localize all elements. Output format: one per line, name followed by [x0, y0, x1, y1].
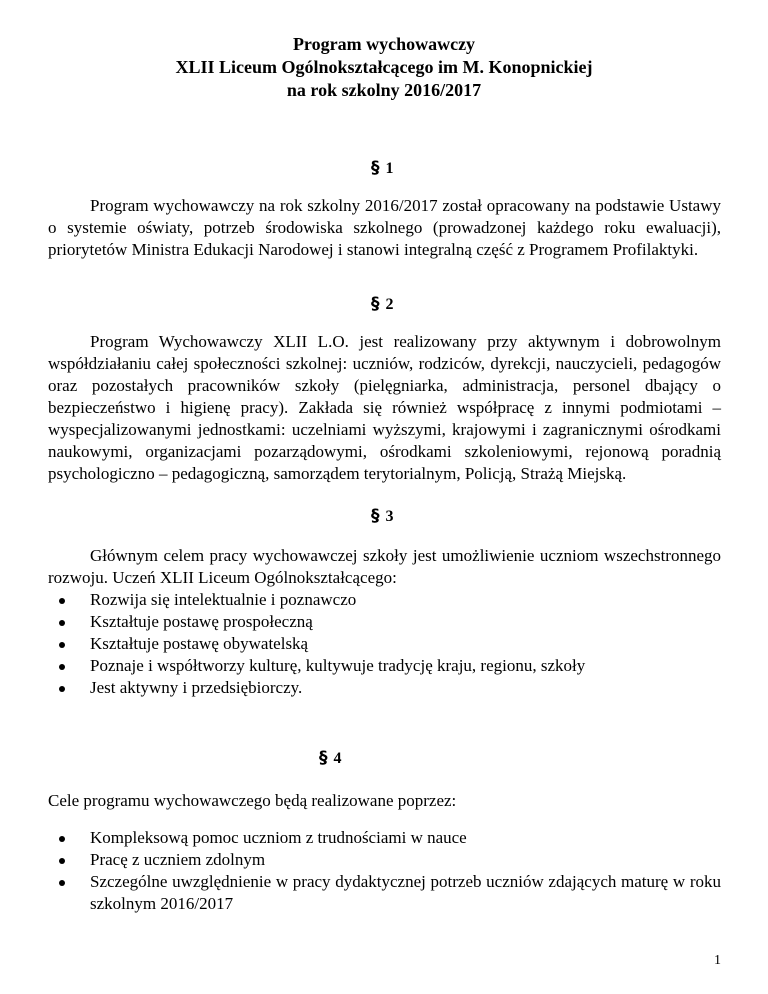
list-item: Szczególne uwzględnienie w pracy dydaktycznej potrzeb uczniów zdających maturę w roku szkolnym 2016/2017	[48, 871, 721, 915]
section-3-heading	[371, 506, 394, 527]
list-item: Rozwija się intelektualnie i poznawczo	[48, 589, 721, 611]
bullet-icon	[59, 642, 65, 648]
bullet-icon	[59, 598, 65, 604]
title-line-2: XLII Liceum Ogólnokształcącego im M. Konopnickiej	[175, 57, 593, 77]
section-2-text: Program Wychowawczy XLII L.O. jest realizowany przy aktywnym i dobrowolnym współdziałaniu całej społeczności szkolnej: uczniów, rodziców, dyrekcji, nauczycieli, pedagogów oraz pozostałych pracowników szkoły (pielęgniarka, administracja, personel dbający o bezpieczeństwo i higienę pracy). Zakłada się również współpracę z innymi podmiotami – wyspecjalizowanymi jednostkami: uczelniami wyższymi, krajowymi i zagranicznymi ośrodkami naukowymi, organizacjami pozarządowymi, ośrodkami szkoleniowymi, rejonową poradnią psychologiczno – pedagogiczną, samorządem terytorialnym, Policją, Strażą Miejską.	[48, 332, 721, 483]
section-number: 1	[385, 160, 394, 177]
list-item: Kształtuje postawę obywatelską	[48, 633, 721, 655]
section-number: 3	[385, 508, 394, 525]
bullet-icon	[59, 858, 65, 864]
bullet-icon	[59, 620, 65, 626]
section-number: 2	[385, 296, 394, 313]
section-3-text: Głównym celem pracy wychowawczej szkoły jest umożliwienie uczniom wszechstronnego rozwoju. Uczeń XLII Liceum Ogólnokształcącego:	[48, 546, 721, 587]
page-number: 1	[714, 953, 721, 968]
section-3-list	[48, 589, 721, 699]
list-item: Pracę z uczniem zdolnym	[48, 849, 721, 871]
section-1-text: Program wychowawczy na rok szkolny 2016/2017 został opracowany na podstawie Ustawy o systemie oświaty, potrzeb środowiska szkolnego (prowadzonej każdego roku ewaluacji), priorytetów Ministra Edukacji Narodowej i stanowi integralną część z Programem Profilaktyki.	[48, 196, 721, 259]
section-number: 4	[333, 750, 342, 767]
section-3-paragraph	[48, 545, 721, 589]
list-item: Jest aktywny i przedsiębiorczy.	[48, 677, 721, 699]
bullet-icon	[59, 880, 65, 886]
section-symbol: §	[371, 158, 380, 178]
bullet-icon	[59, 686, 65, 692]
section-4-text: Cele programu wychowawczego będą realizowane poprzez:	[48, 791, 457, 810]
title-line-1: Program wychowawczy	[292, 34, 476, 54]
list-item: Kompleksową pomoc uczniom z trudnościami w nauce	[48, 827, 721, 849]
section-4-paragraph	[48, 790, 721, 812]
list-item: Poznaje i współtworzy kulturę, kultywuje tradycję kraju, regionu, szkoły	[48, 655, 721, 677]
title-line-3: na rok szkolny 2016/2017	[286, 80, 482, 100]
section-1-paragraph	[48, 195, 721, 261]
section-2-paragraph	[48, 331, 721, 485]
section-1-heading	[371, 158, 394, 179]
section-symbol: §	[319, 748, 328, 768]
section-symbol: §	[371, 506, 380, 526]
document-title	[0, 33, 768, 102]
list-item: Kształtuje postawę prospołeczną	[48, 611, 721, 633]
section-4-heading	[319, 748, 342, 769]
bullet-icon	[59, 836, 65, 842]
section-2-heading	[371, 294, 394, 315]
section-symbol: §	[371, 294, 380, 314]
bullet-icon	[59, 664, 65, 670]
section-4-list	[48, 827, 721, 915]
